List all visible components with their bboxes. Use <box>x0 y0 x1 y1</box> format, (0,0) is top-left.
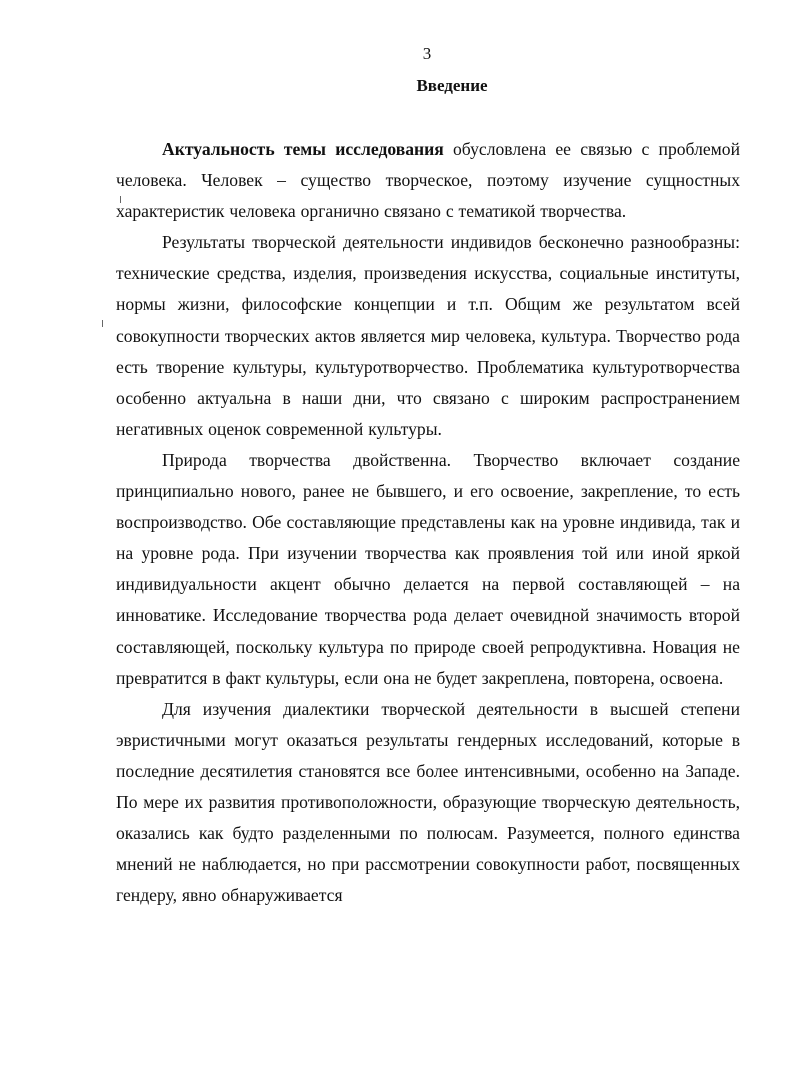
section-title: Введение <box>416 76 488 95</box>
body-text <box>116 134 740 911</box>
paragraph: Результаты творческой деятельности индивидов бесконечно разнообразны: технические средства, изделия, произведения искусства, социальные институты, нормы жизни, философские концепции и т.п. Общим же результатом всей совокупности творческих актов является мир человека, культура. Творчество рода есть творение культуры, культуротворчество. Проблематика культуротворчества особенно актуальна в наши дни, что связано с широким распространением негативных оценок современной культуры. <box>116 232 740 439</box>
paragraph-text: обусловлена ее связью с проблемой человека. Человек – существо творческое, поэтому изучение сущностных характеристик человека органично связано с тематикой творчества. <box>116 139 741 222</box>
paragraph <box>116 134 740 227</box>
scan-artifact <box>102 320 103 327</box>
paragraph: Для изучения диалектики творческой деятельности в высшей степени эвристичными могут оказаться результаты гендерных исследований, которые в последние десятилетия становятся все более интенсивными, особенно на Западе. По мере их развития противоположности, образующие творческую деятельность, оказались как будто разделенными по полюсам. Разумеется, полного единства мнений не наблюдается, но при рассмотрении совокупности работ, посвященных гендеру, явно обнаруживается <box>116 698 740 906</box>
paragraph: Природа творчества двойственна. Творчество включает создание принципиально нового, ранее не бывшего, и его освоение, закрепление, то есть воспроизводство. Обе составляющие представлены как на уровне индивида, так и на уровне рода. При изучении творчества как проявления той или иной яркой индивидуальности акцент обычно делается на первой составляющей – на инноватике. Исследование творчества рода делает очевидной значимость второй составляющей, поскольку культура по природе своей репродуктивна. Новация не превратится в факт культуры, если она не будет закреплена, повторена, освоена. <box>116 449 740 688</box>
paragraph-lead: Актуальность темы исследования <box>162 139 444 159</box>
page-number: 3 <box>422 44 432 63</box>
